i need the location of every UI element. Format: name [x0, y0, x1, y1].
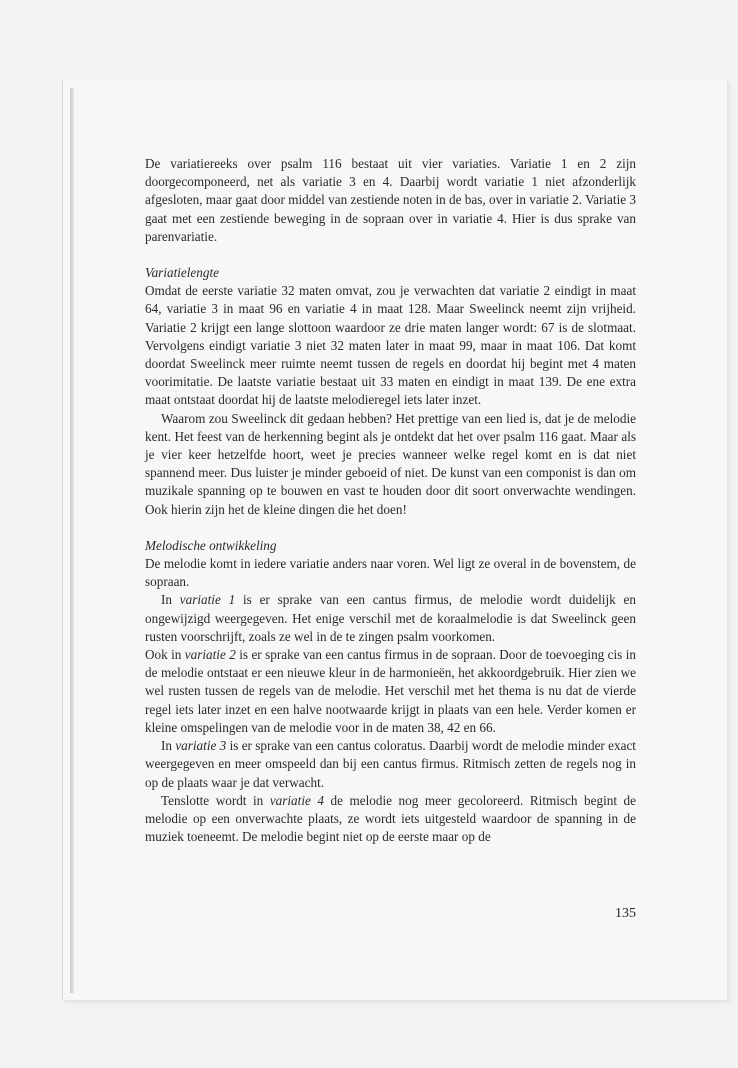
paragraph-waarom: Waarom zou Sweelinck dit gedaan hebben? Het prettige van een lied is, dat je de melodie kent. Het feest van de herkenning begint als je ontdekt dat het over psalm 116 gaat. Maar als je vier keer hetzelfde hoort, weet je precies wanneer welke regel komt en is dat niet spannend meer. Dus luister je minder geboeid of niet. De kunst van een componist is dan om muzikale spanning op te bouwen en vast te houden door dit soort onverwachte wendingen. Ook hierin zijn het de kleine dingen die het doen!: [145, 410, 636, 517]
paragraph-variatie-1: [145, 591, 636, 646]
paragraph-variatie-2: [145, 646, 636, 737]
text-run: In: [161, 738, 176, 754]
page-number: 135: [615, 906, 636, 921]
paragraph-intro: De variatiereeks over psalm 116 bestaat uit vier variaties. Variatie 1 en 2 zijn doorgecomponeerd, net als variatie 3 en 4. Daarbij wordt variatie 1 niet afzonderlijk afgesloten, maar gaat door middel van zestiende noten in de bas, over in variatie 2. Variatie 3 gaat met een zestiende beweging in de sopraan over in variatie 4. Hier is dus sprake van parenvariatie.: [145, 156, 636, 244]
paragraph-variatielengte: Omdat de eerste variatie 32 maten omvat, zou je verwachten dat variatie 2 eindigt in maat 64, variatie 3 in maat 96 en variatie 4 in maat 128. Maar Sweelinck neemt zijn vrijheid. Variatie 2 krijgt een lange slottoon waardoor ze drie maten langer wordt: 67 is de slotmaat. Vervolgens eindigt variatie 3 niet 32 maten later in maat 99, maar in maat 106. Dat komt doordat Sweelinck meer ruimte neemt tussen de regels en doordat hij begint met 4 maten voorimitatie. De laatste variatie bestaat uit 33 maten en eindigt in maat 139. De ene extra maat ontstaat doordat hij de laatste melodieregel iets later inzet.: [145, 283, 636, 408]
text-run: is er sprake van een cantus coloratus. Daarbij wordt de melodie minder exact weergegeven en meer omspeeld dan bij een cantus firmus. Ritmisch zetten de regels nog in op de plaats waar je dat verwacht.: [145, 738, 636, 790]
text-run: is er sprake van een cantus firmus in de sopraan. Door de toevoeging cis in de melodie ontstaat er een nieuwe kleur in de harmonieën, het akkoordgebruik. Hier zien we wel rusten tussen de regels van de melodie. Het verschil met het thema is nu dat de vierde regel iets later inzet en een halve nootwaarde krijgt in plaats van een hele. Verder komen er kleine omspelingen van de melodie voor in de maten 38, 42 en 66.: [145, 647, 636, 735]
paragraph-variatie-3: [145, 737, 636, 792]
page-binding-edge: [70, 88, 74, 993]
text-run: In: [161, 592, 180, 608]
italic-term: variatie 4: [269, 792, 324, 808]
body-text: [145, 155, 636, 846]
text-run: is er sprake van een cantus firmus, de melodie wordt duidelijk en ongewijzigd weergegeven. Het enige verschil met de koraalmelodie is dat Sweelinck geen rusten voorschrijft, zoals ze wel in de te zingen psalm voorkomen.: [145, 592, 636, 644]
section-heading-melodische-ontwikkeling: Melodische ontwikkeling: [145, 537, 277, 553]
section-heading-variatielengte: Variatielengte: [145, 265, 219, 281]
text-run: de melodie nog meer gecoloreerd. Ritmisch begint de melodie op een onverwachte plaats, ze wordt iets uitgesteld waardoor de spanning in de muziek toeneemt. De melodie begint niet op de eerste maar op de: [145, 792, 636, 845]
italic-term: variatie 3: [175, 738, 227, 754]
text-run: Tenslotte wordt in: [161, 792, 270, 808]
paragraph-melodie: De melodie komt in iedere variatie anders naar voren. Wel ligt ze overal in de bovenstem, de sopraan.: [145, 556, 636, 590]
paragraph-variatie-4: [145, 792, 636, 847]
text-run: Ook in: [145, 647, 185, 663]
italic-term: variatie 1: [179, 592, 236, 608]
italic-term: variatie 2: [184, 647, 236, 663]
